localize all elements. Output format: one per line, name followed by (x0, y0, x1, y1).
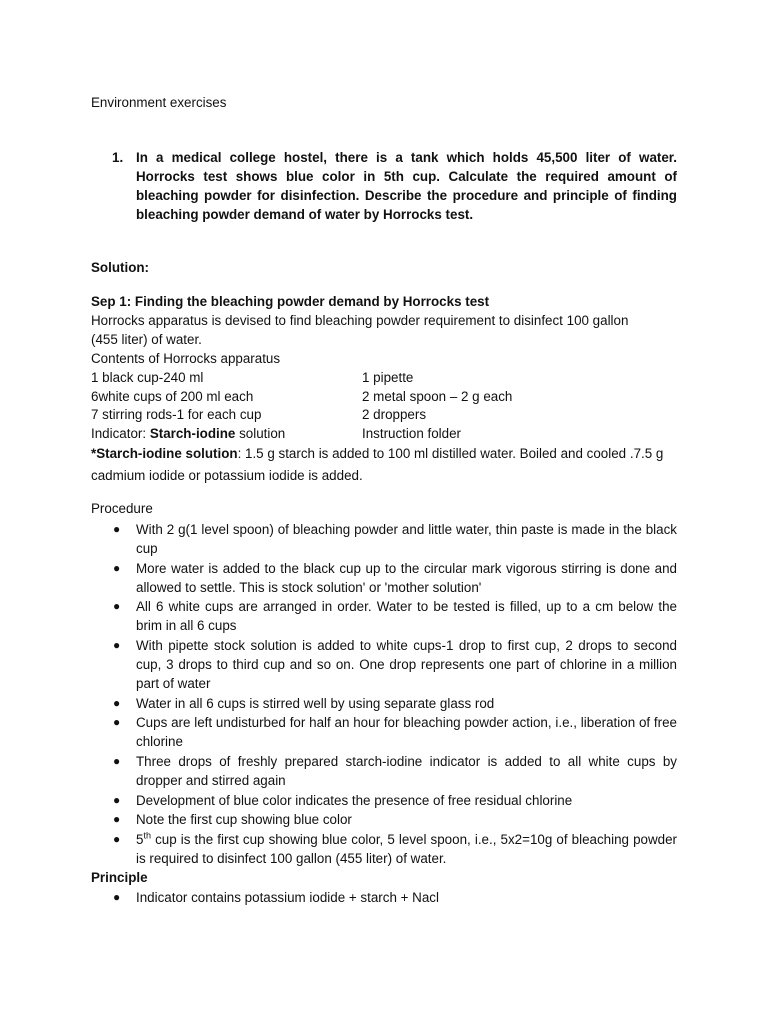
procedure-item-text: More water is added to the black cup up to the circular mark vigorous stirring is done and allowed to settle. This is stock solution' or 'mother solution' (136, 561, 677, 595)
bullet-icon: ● (113, 754, 121, 768)
bullet-icon: ● (113, 832, 121, 846)
bullet-icon: ● (113, 715, 121, 729)
solution-heading: Solution: (91, 260, 150, 275)
procedure-item-text: Cups are left undisturbed for half an hour for bleaching powder action, i.e., liberation of free chlorine (136, 715, 677, 749)
indicator-rest: solution (235, 426, 286, 441)
bullet-icon: ● (113, 522, 121, 536)
indicator-name: Starch-iodine (149, 426, 236, 441)
question-number: 1. (112, 150, 124, 165)
bullet-icon: ● (113, 696, 121, 710)
starch-iodine-note-line2: cadmium iodide or potassium iodide is added. (91, 468, 363, 483)
starch-iodine-note-label: *Starch-iodine solution (91, 446, 238, 461)
step1-intro-line2: (455 liter) of water. (91, 332, 202, 347)
procedure-item-text: Development of blue color indicates the presence of free residual chlorine (136, 793, 573, 808)
step1-intro-line1: Horrocks apparatus is devised to find bleaching powder requirement to disinfect 100 gallon (91, 313, 629, 328)
procedure-item-text: Note the first cup showing blue color (136, 812, 352, 827)
principle-item-text: Indicator contains potassium iodide + starch + Nacl (136, 890, 439, 905)
contents-right-item: 2 droppers (362, 407, 427, 422)
question-text: In a medical college hostel, there is a tank which holds 45,500 liter of water. Horrocks test shows blue color in 5th cup. Calculate the required amount of bleaching powder for disinfection. Describe the procedure and principle of finding bleaching powder demand of water by Horrocks test. (136, 150, 677, 222)
bullet-icon: ● (113, 812, 121, 826)
indicator-line (91, 424, 285, 443)
ordinal-number: 5 (136, 832, 144, 847)
procedure-item-text: Water in all 6 cups is stirred well by using separate glass rod (136, 696, 495, 711)
bullet-icon: ● (113, 793, 121, 807)
contents-left-item: 7 stirring rods-1 for each cup (91, 407, 262, 422)
bullet-icon: ● (113, 561, 121, 575)
indicator-label: Indicator: (91, 426, 150, 441)
page-title: Environment exercises (91, 95, 227, 110)
procedure-item-text: All 6 white cups are arranged in order. Water to be tested is filled, up to a cm below the brim in all 6 cups (136, 599, 677, 633)
contents-left-item: 6white cups of 200 ml each (91, 389, 254, 404)
procedure-item-text: With 2 g(1 level spoon) of bleaching powder and little water, thin paste is made in the black cup (136, 522, 677, 556)
principle-heading: Principle (91, 870, 148, 885)
procedure-item-text: With pipette stock solution is added to white cups-1 drop to first cup, 2 drops to second cup, 3 drops to third cup and so on. One drop represents one part of chlorine in a million part of water (136, 638, 677, 691)
procedure-item-rest: cup is the first cup showing blue color, 5 level spoon, i.e., 5x2=10g of bleaching powder is required to disinfect 100 gallon (455 liter) of water. (136, 832, 677, 866)
ordinal-suffix: th (143, 830, 151, 841)
starch-iodine-note-line1 (91, 444, 663, 463)
procedure-item-text: Three drops of freshly prepared starch-iodine indicator is added to all white cups by dropper and stirred again (136, 754, 677, 788)
contents-right-item: 2 metal spoon – 2 g each (362, 389, 513, 404)
contents-right-item: Instruction folder (362, 426, 461, 441)
procedure-item-text (136, 830, 677, 868)
bullet-icon: ● (113, 599, 121, 613)
bullet-icon: ● (113, 638, 121, 652)
contents-heading: Contents of Horrocks apparatus (91, 351, 281, 366)
starch-iodine-note-text: : 1.5 g starch is added to 100 ml distilled water. Boiled and cooled .7.5 g (237, 446, 664, 461)
contents-left-item: 1 black cup-240 ml (91, 370, 204, 385)
step1-heading: Sep 1: Finding the bleaching powder demand by Horrocks test (91, 294, 490, 309)
procedure-heading: Procedure (91, 501, 153, 516)
bullet-icon: ● (113, 890, 121, 904)
contents-right-item: 1 pipette (362, 370, 414, 385)
